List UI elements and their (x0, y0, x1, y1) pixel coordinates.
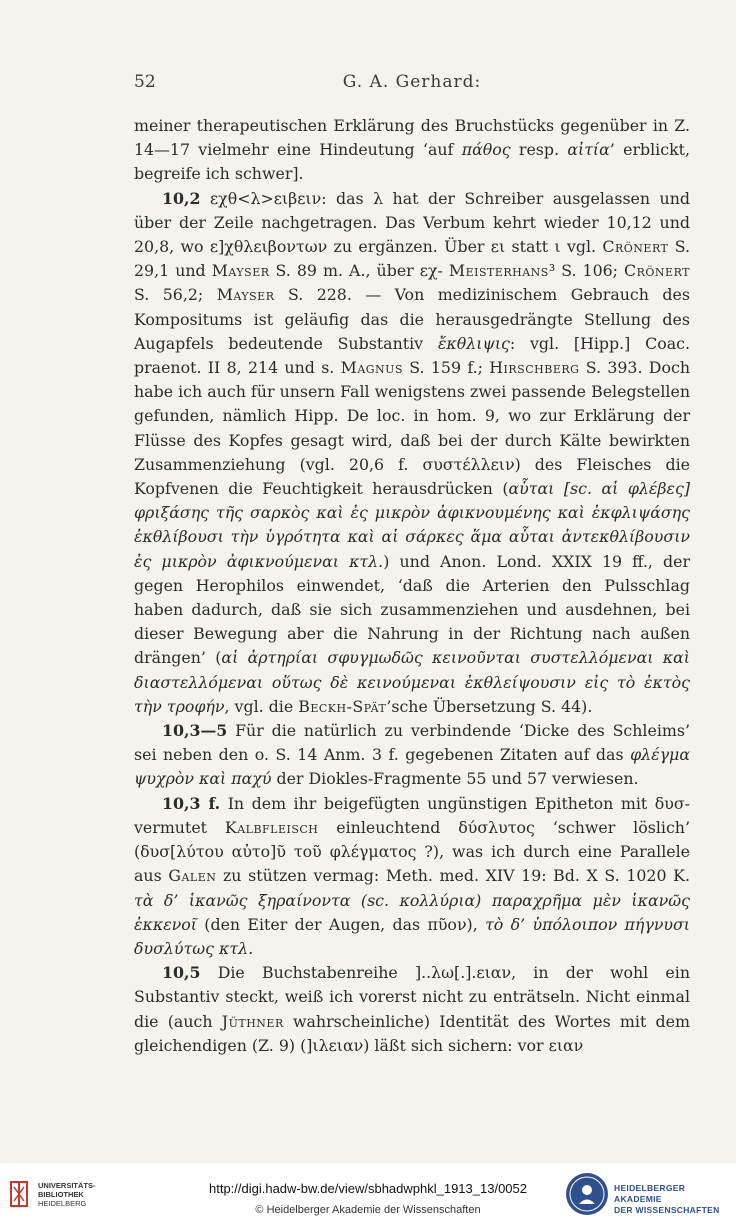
library-name-line: BIBLIOTHEK (38, 1190, 84, 1199)
author-name: Mayser (216, 285, 275, 305)
text-run: Für die natürlich zu verbindende ‘Dicke des Schleims’ sei neben den o. S. 14 Anm. 3 f. gegebenen Zitaten auf das (134, 721, 690, 765)
author-name: Crönert (624, 261, 690, 281)
footer (0, 1163, 736, 1223)
text-run: zu stützen vermag: Meth. med. XIV 19: Bd. X S. 1020 K. (216, 866, 690, 886)
lemma-reference: 10,3 f. (162, 793, 221, 813)
lemma-reference: 10,5 (162, 963, 201, 983)
text-run: ) und Anon. Lond. XXIX 19 ff., der gegen Herophilos einwendet, ‘daß die Arterien den Pulsschlag haben dadurch, daß sie sich zusammenziehen und ausdehnen, bei dieser Bewegung aber die Nahrung in der Richtung nach außen drängen’ ( (134, 551, 690, 668)
paragraph (134, 961, 690, 1058)
greek-quotation: αἱ ἀρτηρίαι σφυγμωδῶς κεινοῦνται συστελλόμεναι καὶ διαστελλόμεναι οὕτως δὲ κεινούμεναι ἐκθλείψουσιν εἰς τὸ ἐκτὸς τὴν τροφήν (134, 648, 690, 716)
academy-name-line: DER WISSENSCHAFTEN (614, 1205, 720, 1215)
text-run: S. 228. — Von medizinischem Gebrauch des Kompositums ist geläufig das die herausgedrängte Stellung des Augapfels bedeutende Substantiv (134, 285, 690, 353)
text-run: resp. (510, 140, 568, 160)
author-name: Galen (168, 866, 217, 886)
body-text (134, 114, 690, 1058)
text-run: meiner therapeutischen Erklärung des Bruchstücks gegenüber in Z. 14—17 vielmehr eine Hindeutung ‘auf (134, 116, 690, 160)
academy-name-line: HEIDELBERGER AKADEMIE (614, 1183, 686, 1204)
text-run: ’sche Übersetzung S. 44). (386, 696, 593, 716)
text-run: εχθ<λ>ειβειν: das λ hat der Schreiber ausgelassen und über der Zeile nachgetragen. Das Verbum kehrt wieder 10,12 und 20,8, wo ε]χθλειβοντων zu ergänzen. Über ει statt ι vgl. (134, 188, 690, 257)
library-name-line: HEIDELBERG (38, 1199, 87, 1208)
text-run: ’ erblickt, begreife ich schwer]. (134, 140, 691, 184)
greek-quotation: φλέγμα ψυχρὸν καὶ παχύ (134, 745, 690, 789)
paragraph (134, 114, 690, 187)
text-run: Die Buchstabenreihe ]..λω[.].ειαν, in der wohl ein Substantiv steckt, weiß ich vorerst nicht zu enträtseln. Nicht einmal die (auch (134, 963, 690, 1031)
text-run: (den Eiter der Augen, das πῦον), (196, 914, 486, 934)
author-name: Kalbfleisch (224, 817, 319, 837)
academy-name (614, 1183, 734, 1216)
text-run: einleuchtend δύσλυτος ‘schwer löslich’ (δυσ[λύτου αὐτο]ῦ τοῦ φλέγματος ?), was ich durch eine Parallele aus (134, 817, 690, 886)
paragraph (134, 187, 690, 719)
greek-quotation: πάθος (461, 140, 511, 160)
paragraph (134, 792, 690, 961)
running-head: G. A. Gerhard: (342, 72, 482, 92)
greek-quotation: τὰ δ’ ἱκανῶς ξηραίνοντα (sc. κολλύρια) παραχρῆμα μὲν ἱκανῶς ἐκκενοῖ (134, 890, 690, 934)
greek-quotation: ἔκθλιψις (437, 333, 510, 353)
lemma-reference: 10,2 (162, 188, 201, 208)
academy-seal-icon (566, 1173, 608, 1215)
library-name-line: UNIVERSITÄTS- (38, 1181, 96, 1190)
text-run: der Diokles-Fragmente 55 und 57 verwiesen. (271, 769, 639, 789)
copyright-notice: © Heidelberger Akademie der Wissenschaften (255, 1204, 481, 1216)
lemma-reference: 10,3—5 (162, 721, 228, 741)
author-name: Crönert (602, 237, 669, 257)
academy-logo[interactable] (566, 1173, 734, 1217)
source-url-link[interactable]: http://digi.hadw-bw.de/view/sbhadwphkl_1913_13/0052 (208, 1181, 527, 1196)
greek-quotation: αὗται [sc. αἱ φλέβες] φριξάσης τῆς σαρκὸς καὶ ἐς μικρὸν ἀφικνουμένης καὶ ἐκφλιψάσης ἐκθλίβουσι τὴν ὑγρότητα καὶ αἱ σάρκες ἅμα αὗται ἀντεκθλίβουσιν ἐς μικρὸν ἀφικνούμεναι κτλ. (134, 479, 690, 571)
author-name: Mayser (211, 261, 270, 281)
text-run: S. 159 f.; (402, 358, 490, 378)
author-name: Hirschberg (489, 358, 580, 378)
text-run: In dem ihr beigefügten ungünstigen Epitheton mit δυσ- vermutet (134, 793, 690, 837)
author-name: Magnus (340, 358, 403, 378)
text-run: : vgl. [Hipp.] Coac. praenot. II 8, 214 und s. (134, 333, 690, 378)
paragraph (134, 719, 690, 792)
text-run: wahrscheinliche) Identität des Wortes mit dem gleichendigen (Z. 9) (]ιλειαν) läßt sich sichern: vor ειαν (134, 1011, 690, 1055)
text-run: ³ S. 106; (548, 261, 625, 281)
author-name: Beckh-Spät (298, 696, 387, 716)
greek-quotation: αἰτία (567, 140, 610, 160)
page-header (134, 72, 690, 96)
text-run: , vgl. die (224, 696, 299, 716)
greek-quotation: τὸ δ’ ὑπόλοιπον πήγνυσι δυσλύτως κτλ. (134, 914, 690, 958)
text-run: S. 89 m. A., über εχ- (269, 261, 449, 281)
text-run: S. 56,2; (134, 285, 217, 305)
page-number: 52 (134, 72, 156, 92)
text-run: S. 29,1 und (134, 237, 690, 281)
text-run: S. 393. Doch habe ich auch für unsern Fall wenigstens zwei passende Belegstellen gefunden, nämlich Hipp. De loc. in hom. 9, wo zur Erklärung der Flüsse des Kopfes gesagt wird, daß bei der durch Kälte bewirkten Zusammenziehung (vgl. 20,6 f. συστέλλειν) des Fleisches die Kopfvenen die Feuchtigkeit herausdrücken ( (134, 358, 690, 499)
author-name: Jüthner (221, 1011, 284, 1031)
author-name: Meisterhans (448, 261, 549, 281)
